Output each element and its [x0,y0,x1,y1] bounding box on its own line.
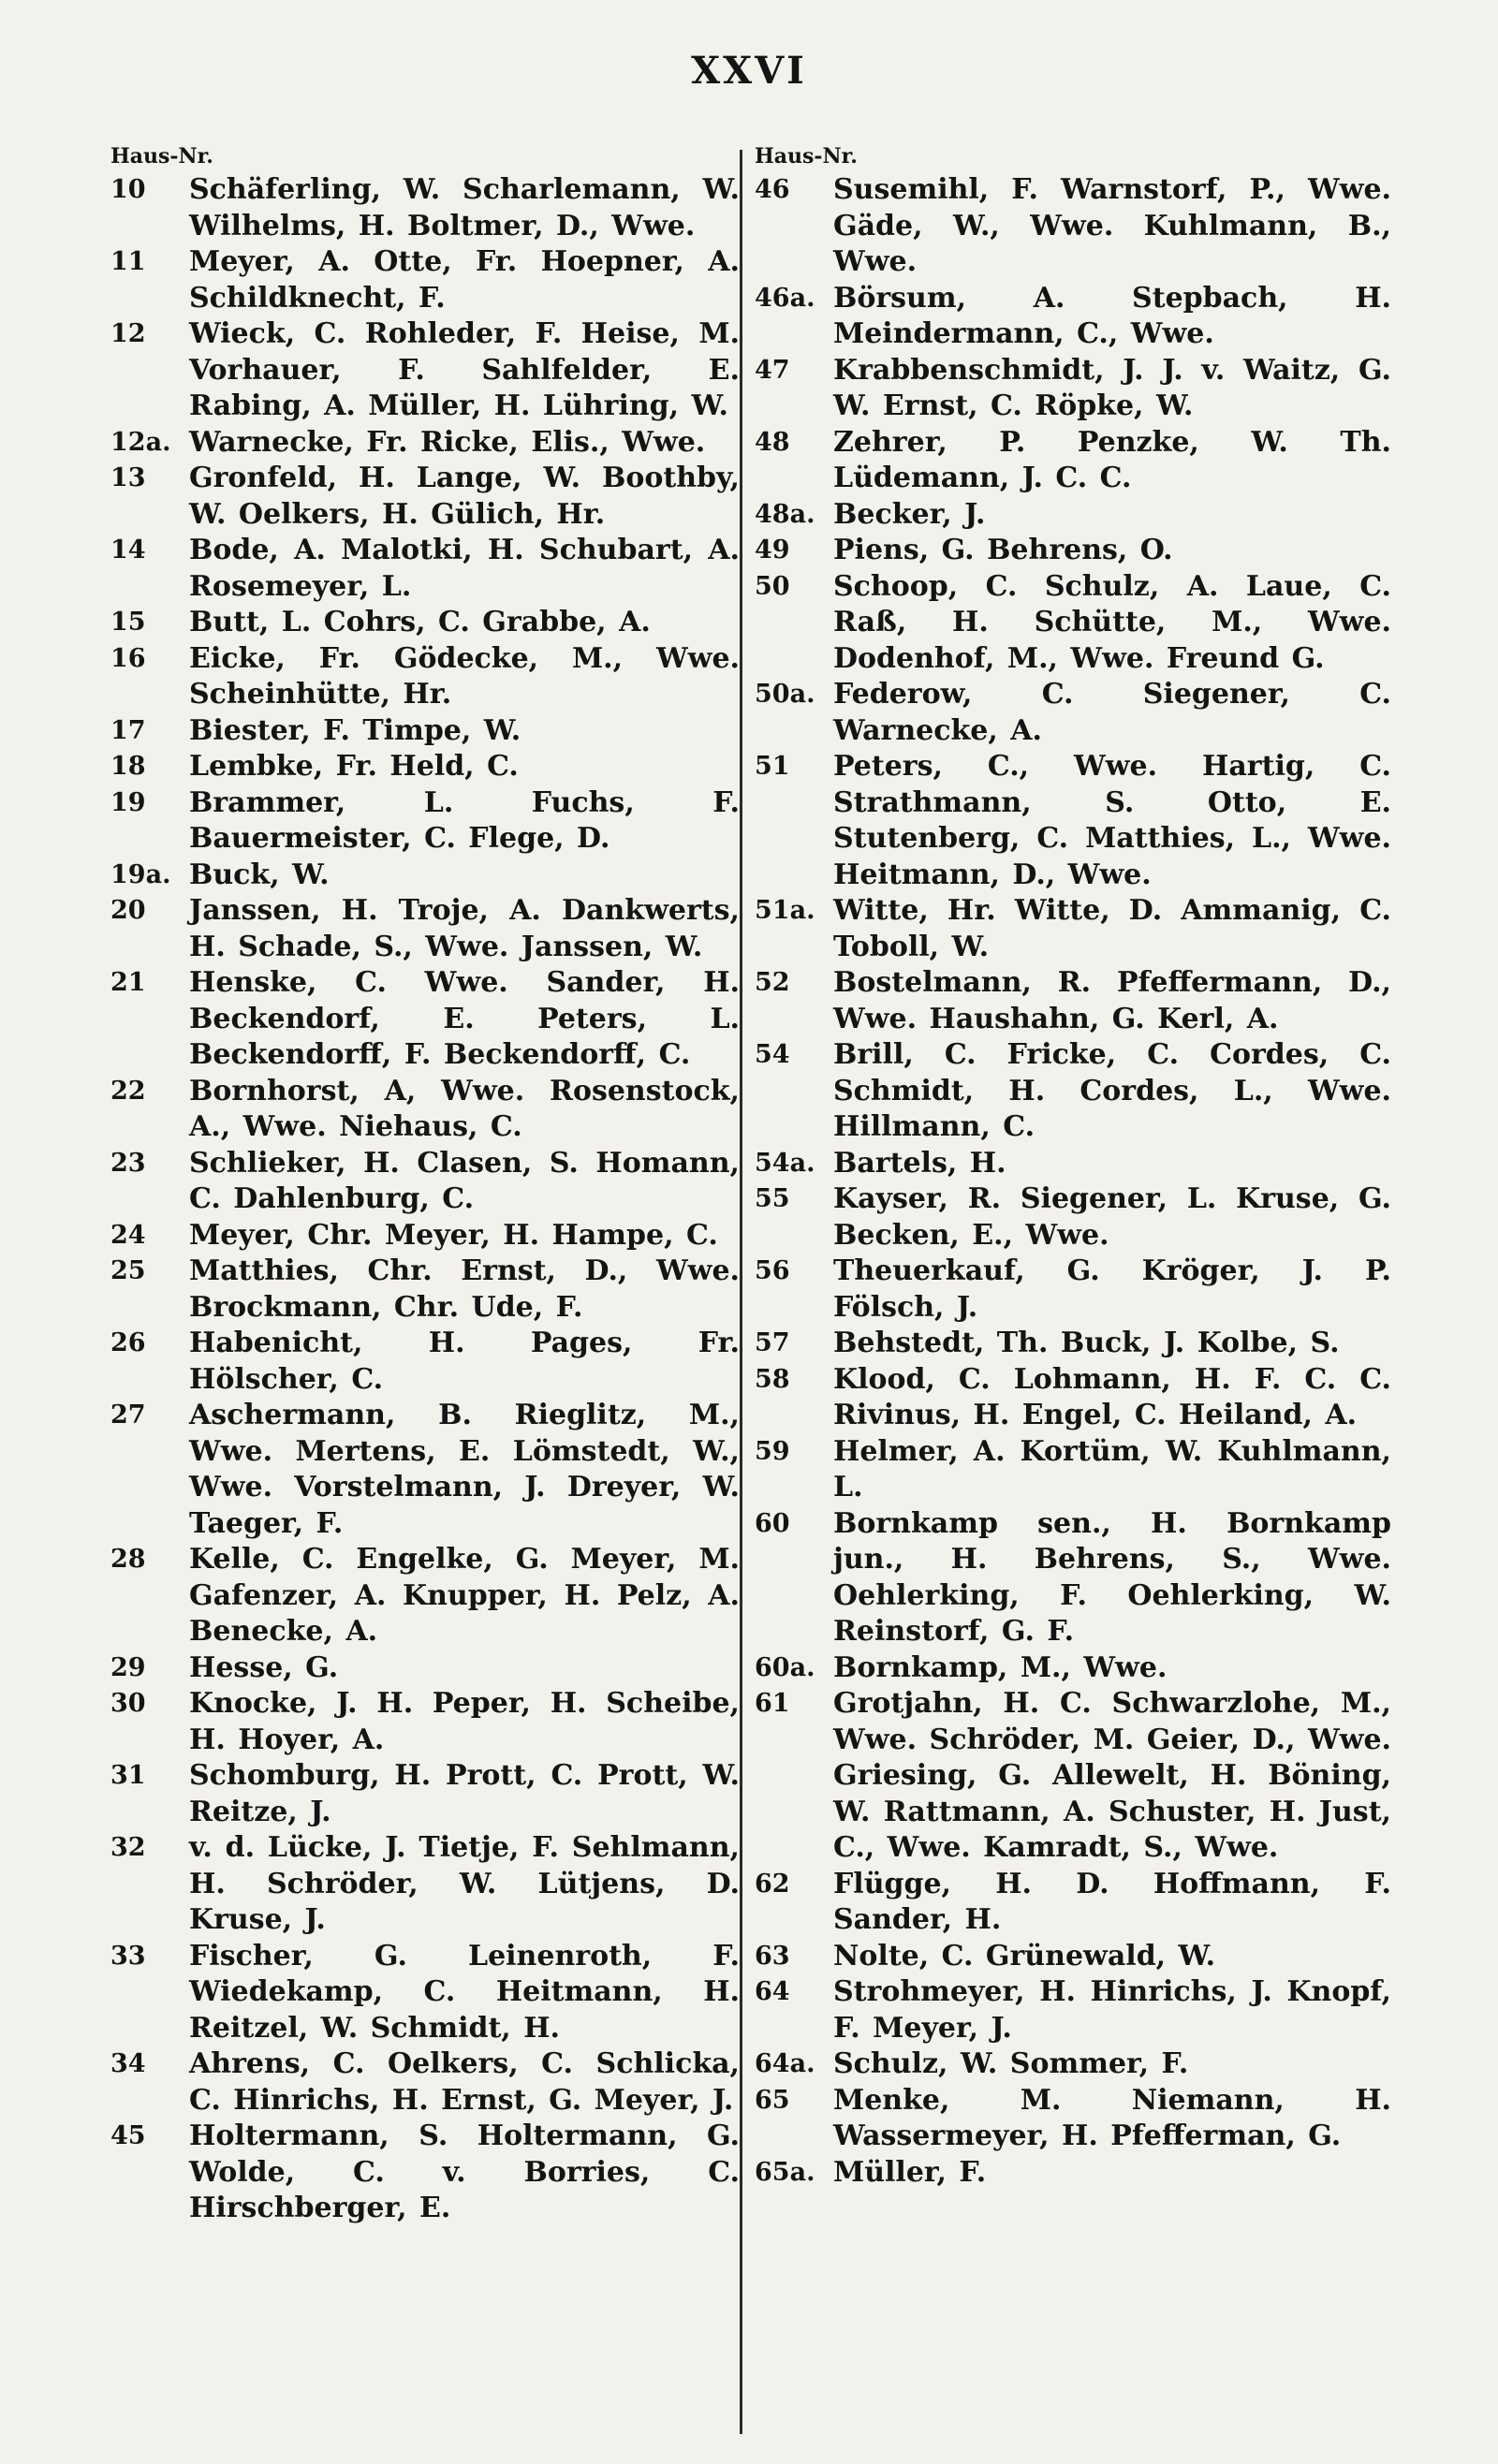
house-entry [755,353,1391,425]
resident-names: Becker, J. [833,497,986,531]
house-entry [110,1146,740,1218]
resident-names: Butt, L. Cohrs, C. Grabbe, A. [189,606,651,638]
house-number: 12 [110,319,146,348]
house-number: 48 [755,427,790,457]
house-entry [110,858,740,894]
house-entry [755,2046,1391,2083]
house-number: 54 [755,1040,790,1069]
house-number: 60a. [755,1652,815,1682]
house-number: 52 [755,968,790,997]
house-number: 45 [110,2121,146,2150]
resident-names: Eicke, Fr. Gödecke, M., Wwe. Scheinhütte, Hr. [189,641,740,711]
house-entry [755,1037,1391,1146]
house-number: 63 [755,1941,790,1971]
house-number: 22 [110,1076,146,1106]
house-number: 58 [755,1364,790,1394]
left-column [110,140,740,2227]
house-entry [755,2083,1391,2155]
house-entry [110,1758,740,1830]
house-entry [755,1326,1391,1362]
house-number: 57 [755,1328,790,1357]
house-entry [110,1254,740,1326]
resident-names: Schäferling, W. Scharlemann, W. Wilhelms, H. Boltmer, D., Wwe. [189,173,740,242]
resident-names: Lembke, Fr. Held, C. [189,750,519,783]
house-number: 19a. [110,859,171,889]
resident-names: Brammer, L. Fuchs, F. Bauermeister, C. Flege, D. [189,785,740,855]
resident-names: Piens, G. Behrens, O. [833,534,1173,566]
resident-names: Knocke, J. H. Peper, H. Scheibe, H. Hoyer, A. [189,1687,740,1756]
resident-names: Janssen, H. Troje, A. Dankwerts, H. Schade, S., Wwe. Janssen, W. [189,894,740,963]
resident-names: Schlieker, H. Clasen, S. Homann, C. Dahlenburg, C. [189,1146,740,1215]
resident-names: Federow, C. Siegener, C. Warnecke, A. [833,678,1391,747]
house-number: 64 [755,1977,790,2006]
resident-names: Behstedt, Th. Buck, J. Kolbe, S. [833,1327,1340,1359]
house-number: 56 [755,1256,790,1285]
resident-names: Strohmeyer, H. Hinrichs, J. Knopf, F. Meyer, J. [833,1975,1391,2045]
house-entry [755,1939,1391,1975]
house-entry [755,749,1391,893]
house-number: 65a. [755,2157,815,2187]
resident-names: Wieck, C. Rohleder, F. Heise, M. Vorhauer, F. Sahlfelder, E. Rabing, A. Müller, H. Lühring, W. [189,317,740,422]
house-number: 47 [755,355,790,385]
resident-names: Warnecke, Fr. Ricke, Elis., Wwe. [189,425,706,459]
house-entry [110,1218,740,1254]
resident-names: Theuerkauf, G. Kröger, J. P. Fölsch, J. [833,1254,1391,1324]
house-entry [755,1181,1391,1254]
resident-names: Bornkamp, M., Wwe. [833,1650,1168,1684]
resident-names: v. d. Lücke, J. Tietje, F. Sehlmann, H. Schröder, W. Lütjens, D. Kruse, J. [189,1831,740,1936]
house-entry [755,425,1391,497]
house-number: 59 [755,1436,790,1466]
resident-names: Grotjahn, H. C. Schwarzlohe, M., Wwe. Schröder, M. Geier, D., Wwe. Griesing, G. Allewelt, H. Böning, W. Rattmann, A. Schuster, H. Just, C., Wwe. Kamradt, S., Wwe. [833,1687,1391,1864]
house-number: 20 [110,896,146,925]
resident-names: Klood, C. Lohmann, H. F. C. C. Rivinus, H. Engel, C. Heiland, A. [833,1362,1391,1431]
resident-names: Peters, C., Wwe. Hartig, C. Strathmann, S. Otto, E. Stutenberg, C. Matthies, L., Wwe. Heitmann, D., Wwe. [833,750,1391,891]
house-entry [110,1398,740,1542]
house-number: 65 [755,2085,790,2115]
column-header: Haus-Nr. [110,144,213,169]
resident-names: Kayser, R. Siegener, L. Kruse, G. Becken, E., Wwe. [833,1182,1391,1252]
resident-names: Bostelmann, R. Pfeffermann, D., Wwe. Haushahn, G. Kerl, A. [833,966,1391,1035]
house-entry [755,1434,1391,1506]
house-entry [110,641,740,713]
house-entry [110,749,740,785]
resident-names: Hesse, G. [189,1650,339,1684]
house-number: 16 [110,643,146,673]
house-number: 60 [755,1508,790,1538]
house-number: 33 [110,1941,146,1971]
house-number: 55 [755,1184,790,1213]
house-entry [755,497,1391,534]
house-entry [110,425,740,462]
resident-names: Bartels, H. [833,1146,1006,1180]
house-number: 19 [110,787,146,817]
house-number: 27 [110,1401,146,1430]
house-entry [110,893,740,965]
house-number: 18 [110,752,146,781]
house-entry [755,1650,1391,1687]
house-number: 48a. [755,499,815,529]
house-entry [755,1254,1391,1326]
house-entry [110,1074,740,1146]
house-entry [110,1542,740,1650]
resident-names: Holtermann, S. Holtermann, G. Wolde, C. v. Borries, C. Hirschberger, E. [189,2119,740,2224]
resident-names: Zehrer, P. Penzke, W. Th. Lüdemann, J. C. C. [833,425,1391,494]
house-number: 24 [110,1220,146,1250]
house-number: 15 [110,608,146,637]
house-entry [110,2119,740,2227]
house-entry [755,1362,1391,1434]
house-number: 51 [755,752,790,781]
column-divider [740,150,742,2434]
column-header: Haus-Nr. [755,144,858,169]
house-entry [110,2046,740,2119]
resident-names: Brill, C. Fricke, C. Cordes, C. Schmidt, H. Cordes, L., Wwe. Hillmann, C. [833,1038,1391,1143]
resident-names: Schomburg, H. Prott, C. Prott, W. Reitze, J. [189,1759,740,1828]
house-number: 46a. [755,283,815,313]
house-entry [755,1146,1391,1182]
resident-names: Aschermann, B. Rieglitz, M., Wwe. Mertens, E. Lömstedt, W., Wwe. Vorstelmann, J. Dreyer, W. Taeger, F. [189,1399,740,1540]
resident-names: Habenicht, H. Pages, Fr. Hölscher, C. [189,1327,740,1396]
resident-names: Buck, W. [189,858,330,891]
entry-list [110,172,740,2227]
house-number: 25 [110,1256,146,1285]
house-entry [755,677,1391,749]
resident-names: Witte, Hr. Witte, D. Ammanig, C. Toboll, W. [833,894,1391,963]
resident-names: Schoop, C. Schulz, A. Laue, C. Raß, H. Schütte, M., Wwe. Dodenhof, M., Wwe. Freund G. [833,569,1391,675]
house-entry [755,172,1391,281]
house-entry [755,965,1391,1037]
house-entry [110,1830,740,1939]
resident-names: Biester, F. Timpe, W. [189,713,521,747]
house-number: 26 [110,1328,146,1357]
house-number: 10 [110,175,146,204]
house-number: 31 [110,1761,146,1790]
house-number: 28 [110,1545,146,1574]
resident-names: Susemihl, F. Warnstorf, P., Wwe. Gäde, W., Wwe. Kuhlmann, B., Wwe. [833,173,1391,278]
resident-names: Helmer, A. Kortüm, W. Kuhlmann, L. [833,1434,1391,1503]
house-number: 62 [755,1869,790,1899]
house-entry [110,713,740,750]
house-entry [755,533,1391,569]
house-number: 21 [110,968,146,997]
resident-names: Schulz, W. Sommer, F. [833,2047,1189,2080]
resident-names: Henske, C. Wwe. Sander, H. Beckendorf, E. Peters, L. Beckendorff, F. Beckendorff, C. [189,966,740,1071]
house-number: 23 [110,1148,146,1178]
house-number: 50a. [755,680,815,709]
house-number: 32 [110,1833,146,1862]
resident-names: Börsum, A. Stepbach, H. Meindermann, C., Wwe. [833,281,1391,350]
entry-list [755,172,1391,2191]
resident-names: Kelle, C. Engelke, G. Meyer, M. Gafenzer, A. Knupper, H. Pelz, A. Benecke, A. [189,1543,740,1648]
resident-names: Matthies, Chr. Ernst, D., Wwe. Brockmann, Chr. Ude, F. [189,1254,740,1324]
house-entry [755,1686,1391,1867]
house-number: 34 [110,2049,146,2078]
resident-names: Nolte, C. Grünewald, W. [833,1939,1216,1973]
resident-names: Gronfeld, H. Lange, W. Boothby, W. Oelkers, H. Gülich, Hr. [189,462,740,531]
resident-names: Menke, M. Niemann, H. Wassermeyer, H. Pfefferman, G. [833,2083,1391,2152]
resident-names: Fischer, G. Leinenroth, F. Wiedekamp, C. Heitmann, H. Reitzel, W. Schmidt, H. [189,1939,740,2045]
house-number: 13 [110,463,146,492]
house-entry [110,1650,740,1687]
house-entry [755,1974,1391,2046]
house-entry [755,1867,1391,1939]
house-number: 46 [755,175,790,204]
resident-names: Meyer, Chr. Meyer, H. Hampe, C. [189,1218,718,1252]
house-entry [110,1939,740,2047]
house-number: 64a. [755,2049,815,2078]
page-title: XXVI [691,49,807,93]
resident-names: Bornhorst, A, Wwe. Rosenstock, A., Wwe. Niehaus, C. [189,1074,740,1143]
house-entry [110,605,740,641]
house-entry [110,172,740,244]
resident-names: Ahrens, C. Oelkers, C. Schlicka, C. Hinrichs, H. Ernst, G. Meyer, J. [189,2047,740,2117]
house-entry [755,569,1391,678]
house-number: 54a. [755,1148,815,1178]
house-entry [110,965,740,1074]
resident-names: Bode, A. Malotki, H. Schubart, A. Rosemeyer, L. [189,534,740,603]
house-entry [110,785,740,858]
house-entry [110,533,740,605]
house-number: 61 [755,1689,790,1718]
resident-names: Flügge, H. D. Hoffmann, F. Sander, H. [833,1867,1391,1936]
house-number: 29 [110,1652,146,1682]
house-number: 14 [110,535,146,565]
house-entry [110,1326,740,1398]
house-number: 17 [110,715,146,745]
resident-names: Meyer, A. Otte, Fr. Hoepner, A. Schildknecht, F. [189,245,740,315]
house-entry [755,281,1391,353]
house-entry [110,1686,740,1758]
house-number: 12a. [110,427,171,457]
house-entry [755,893,1391,965]
resident-names: Müller, F. [833,2155,987,2189]
house-number: 51a. [755,896,815,925]
house-entry [110,316,740,425]
house-entry [755,2155,1391,2192]
house-number: 50 [755,571,790,601]
house-number: 49 [755,535,790,565]
house-entry [110,461,740,533]
resident-names: Bornkamp sen., H. Bornkamp jun., H. Behrens, S., Wwe. Oehlerking, F. Oehlerking, W. Reinstorf, G. F. [833,1506,1391,1648]
right-column [755,140,1391,2191]
house-number: 11 [110,247,146,276]
house-number: 30 [110,1689,146,1718]
house-entry [110,244,740,316]
resident-names: Krabbenschmidt, J. J. v. Waitz, G. W. Ernst, C. Röpke, W. [833,353,1391,422]
house-entry [755,1506,1391,1650]
